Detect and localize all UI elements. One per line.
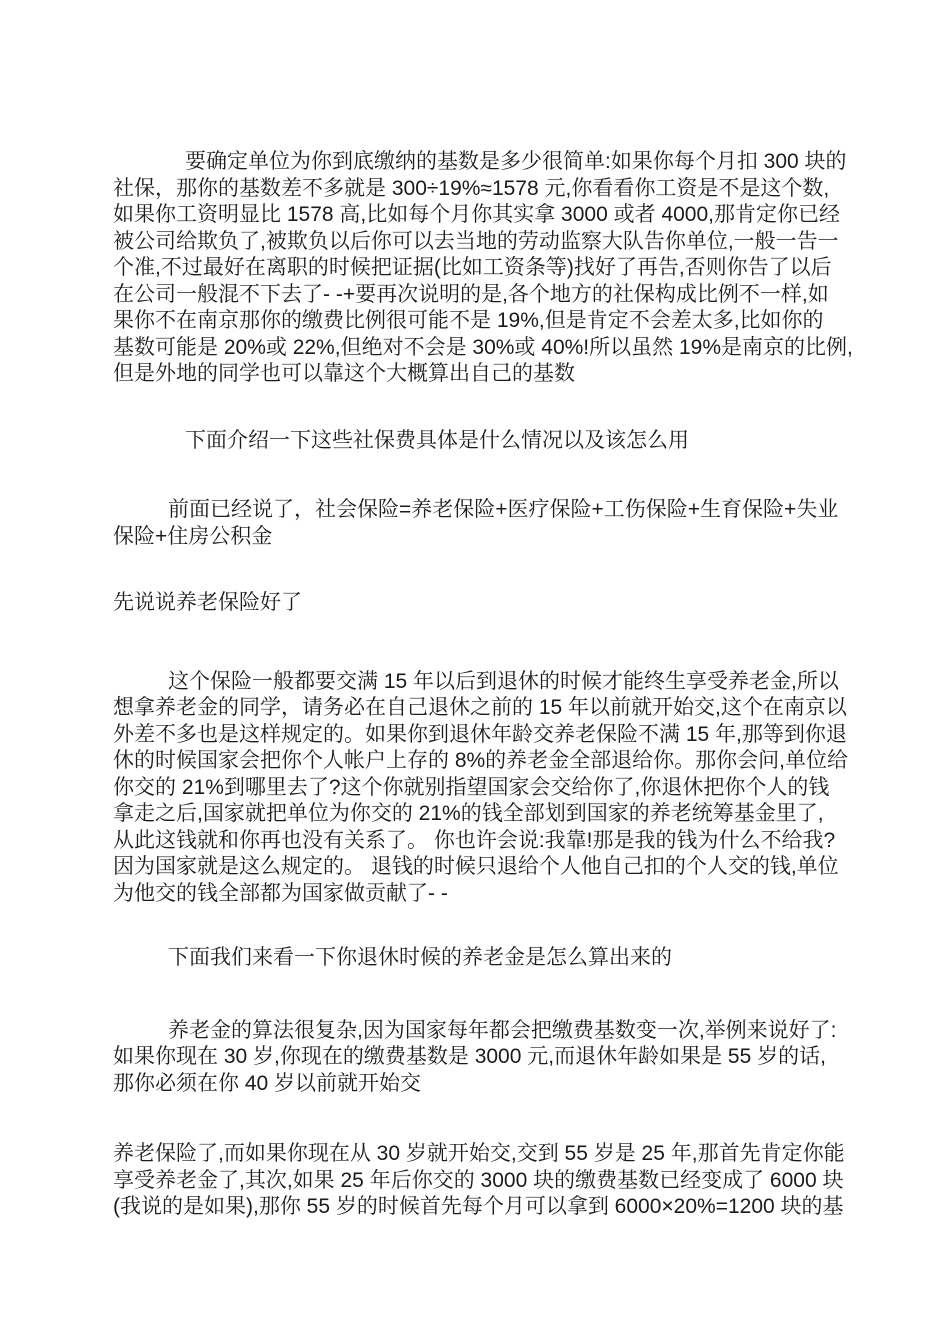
text-line: 但是外地的同学也可以靠这个大概算出自己的基数 bbox=[113, 362, 575, 385]
paragraph-1 bbox=[113, 149, 913, 388]
text-line: 那你必须在你 40 岁以前就开始交 bbox=[113, 1071, 422, 1095]
text-line: 先说说养老保险好了 bbox=[113, 591, 302, 614]
text-line: 养老保险了,而如果你现在从 30 岁就开始交,交到 55 岁是 25 年,那首先肯定你能 bbox=[113, 1142, 845, 1165]
text-line: 为他交的钱全部都为国家做贡献了- - bbox=[113, 881, 448, 905]
text-line: 如果你现在 30 岁,你现在的缴费基数是 3000 元,而退休年龄如果是 55 岁的话, bbox=[113, 1045, 826, 1068]
text-line: 这个保险一般都要交满 15 年以后到退休的时候才能终生享受养老金,所以 bbox=[168, 669, 839, 693]
text-line: 果你不在南京那你的缴费比例很可能不是 19%,但是肯定不会差太多,比如你的 bbox=[113, 309, 824, 332]
text-line: 拿走之后,国家就把单位为你交的 21%的钱全部划到国家的养老统筹基金里了, bbox=[113, 802, 824, 825]
text-line: 养老金的算法很复杂,因为国家每年都会把缴费基数变一次,举例来说好了: bbox=[168, 1018, 837, 1042]
text-line: 想拿养老金的同学，请务必在自己退休之前的 15 年以前就开始交,这个在南京以 bbox=[113, 696, 847, 719]
document-body bbox=[113, 149, 913, 1221]
text-line: 在公司一般混不下去了- -+要再次说明的是,各个地方的社保构成比例不一样,如 bbox=[113, 282, 829, 306]
text-line: (我说的是如果),那你 55 岁的时候首先每个月可以拿到 6000×20%=1200 块的基 bbox=[113, 1195, 844, 1218]
text-line: 如果你工资明显比 1578 高,比如每个月你其实拿 3000 或者 4000,那肯定你已经 bbox=[113, 203, 840, 226]
text-line: 个准,不过最好在离职的时候把证据(比如工资条等)找好了再告,否则你告了以后 bbox=[113, 256, 832, 279]
paragraph-8 bbox=[113, 1141, 913, 1221]
paragraph-7 bbox=[113, 1018, 913, 1098]
paragraph-3 bbox=[113, 497, 913, 550]
text-line: 因为国家就是这么规定的。 退钱的时候只退给个人他自己扣的个人交的钱,单位 bbox=[113, 855, 839, 878]
paragraph-5 bbox=[113, 669, 913, 908]
paragraph-4 bbox=[113, 590, 913, 617]
text-line: 从此这钱就和你再也没有关系了。 你也许会说:我靠!那是我的钱为什么不给我? bbox=[113, 828, 836, 852]
text-line: 社保，那你的基数差不多就是 300÷19%≈1578 元,你看看你工资是不是这个数, bbox=[113, 176, 830, 200]
text-line: 要确定单位为你到底缴纳的基数是多少很简单:如果你每个月扣 300 块的 bbox=[185, 150, 847, 173]
text-line: 外差不多也是这样规定的。如果你到退休年龄交养老保险不满 15 年,那等到你退 bbox=[113, 722, 847, 746]
text-line: 前面已经说了，社会保险=养老保险+医疗保险+工伤保险+生育保险+失业 bbox=[168, 498, 839, 521]
text-line: 下面介绍一下这些社保费具体是什么情况以及该怎么用 bbox=[185, 428, 689, 452]
paragraph-2 bbox=[113, 428, 913, 455]
text-line: 下面我们来看一下你退休时候的养老金是怎么算出来的 bbox=[168, 946, 672, 969]
paragraph-6 bbox=[113, 945, 913, 972]
text-line: 休的时候国家会把你个人帐户上存的 8%的养老金全部退给你。那你会问,单位给 bbox=[113, 749, 849, 772]
text-line: 保险+住房公积金 bbox=[113, 524, 273, 548]
text-line: 基数可能是 20%或 22%,但绝对不会是 30%或 40%!所以虽然 19%是南京的比例, bbox=[113, 335, 853, 359]
text-line: 被公司给欺负了,被欺负以后你可以去当地的劳动监察大队告你单位,一般一告一 bbox=[113, 229, 839, 253]
text-line: 享受养老金了,其次,如果 25 年后你交的 3000 块的缴费基数已经变成了 6000 块 bbox=[113, 1168, 844, 1192]
text-line: 你交的 21%到哪里去了?这个你就别指望国家会交给你了,你退休把你个人的钱 bbox=[113, 775, 830, 799]
